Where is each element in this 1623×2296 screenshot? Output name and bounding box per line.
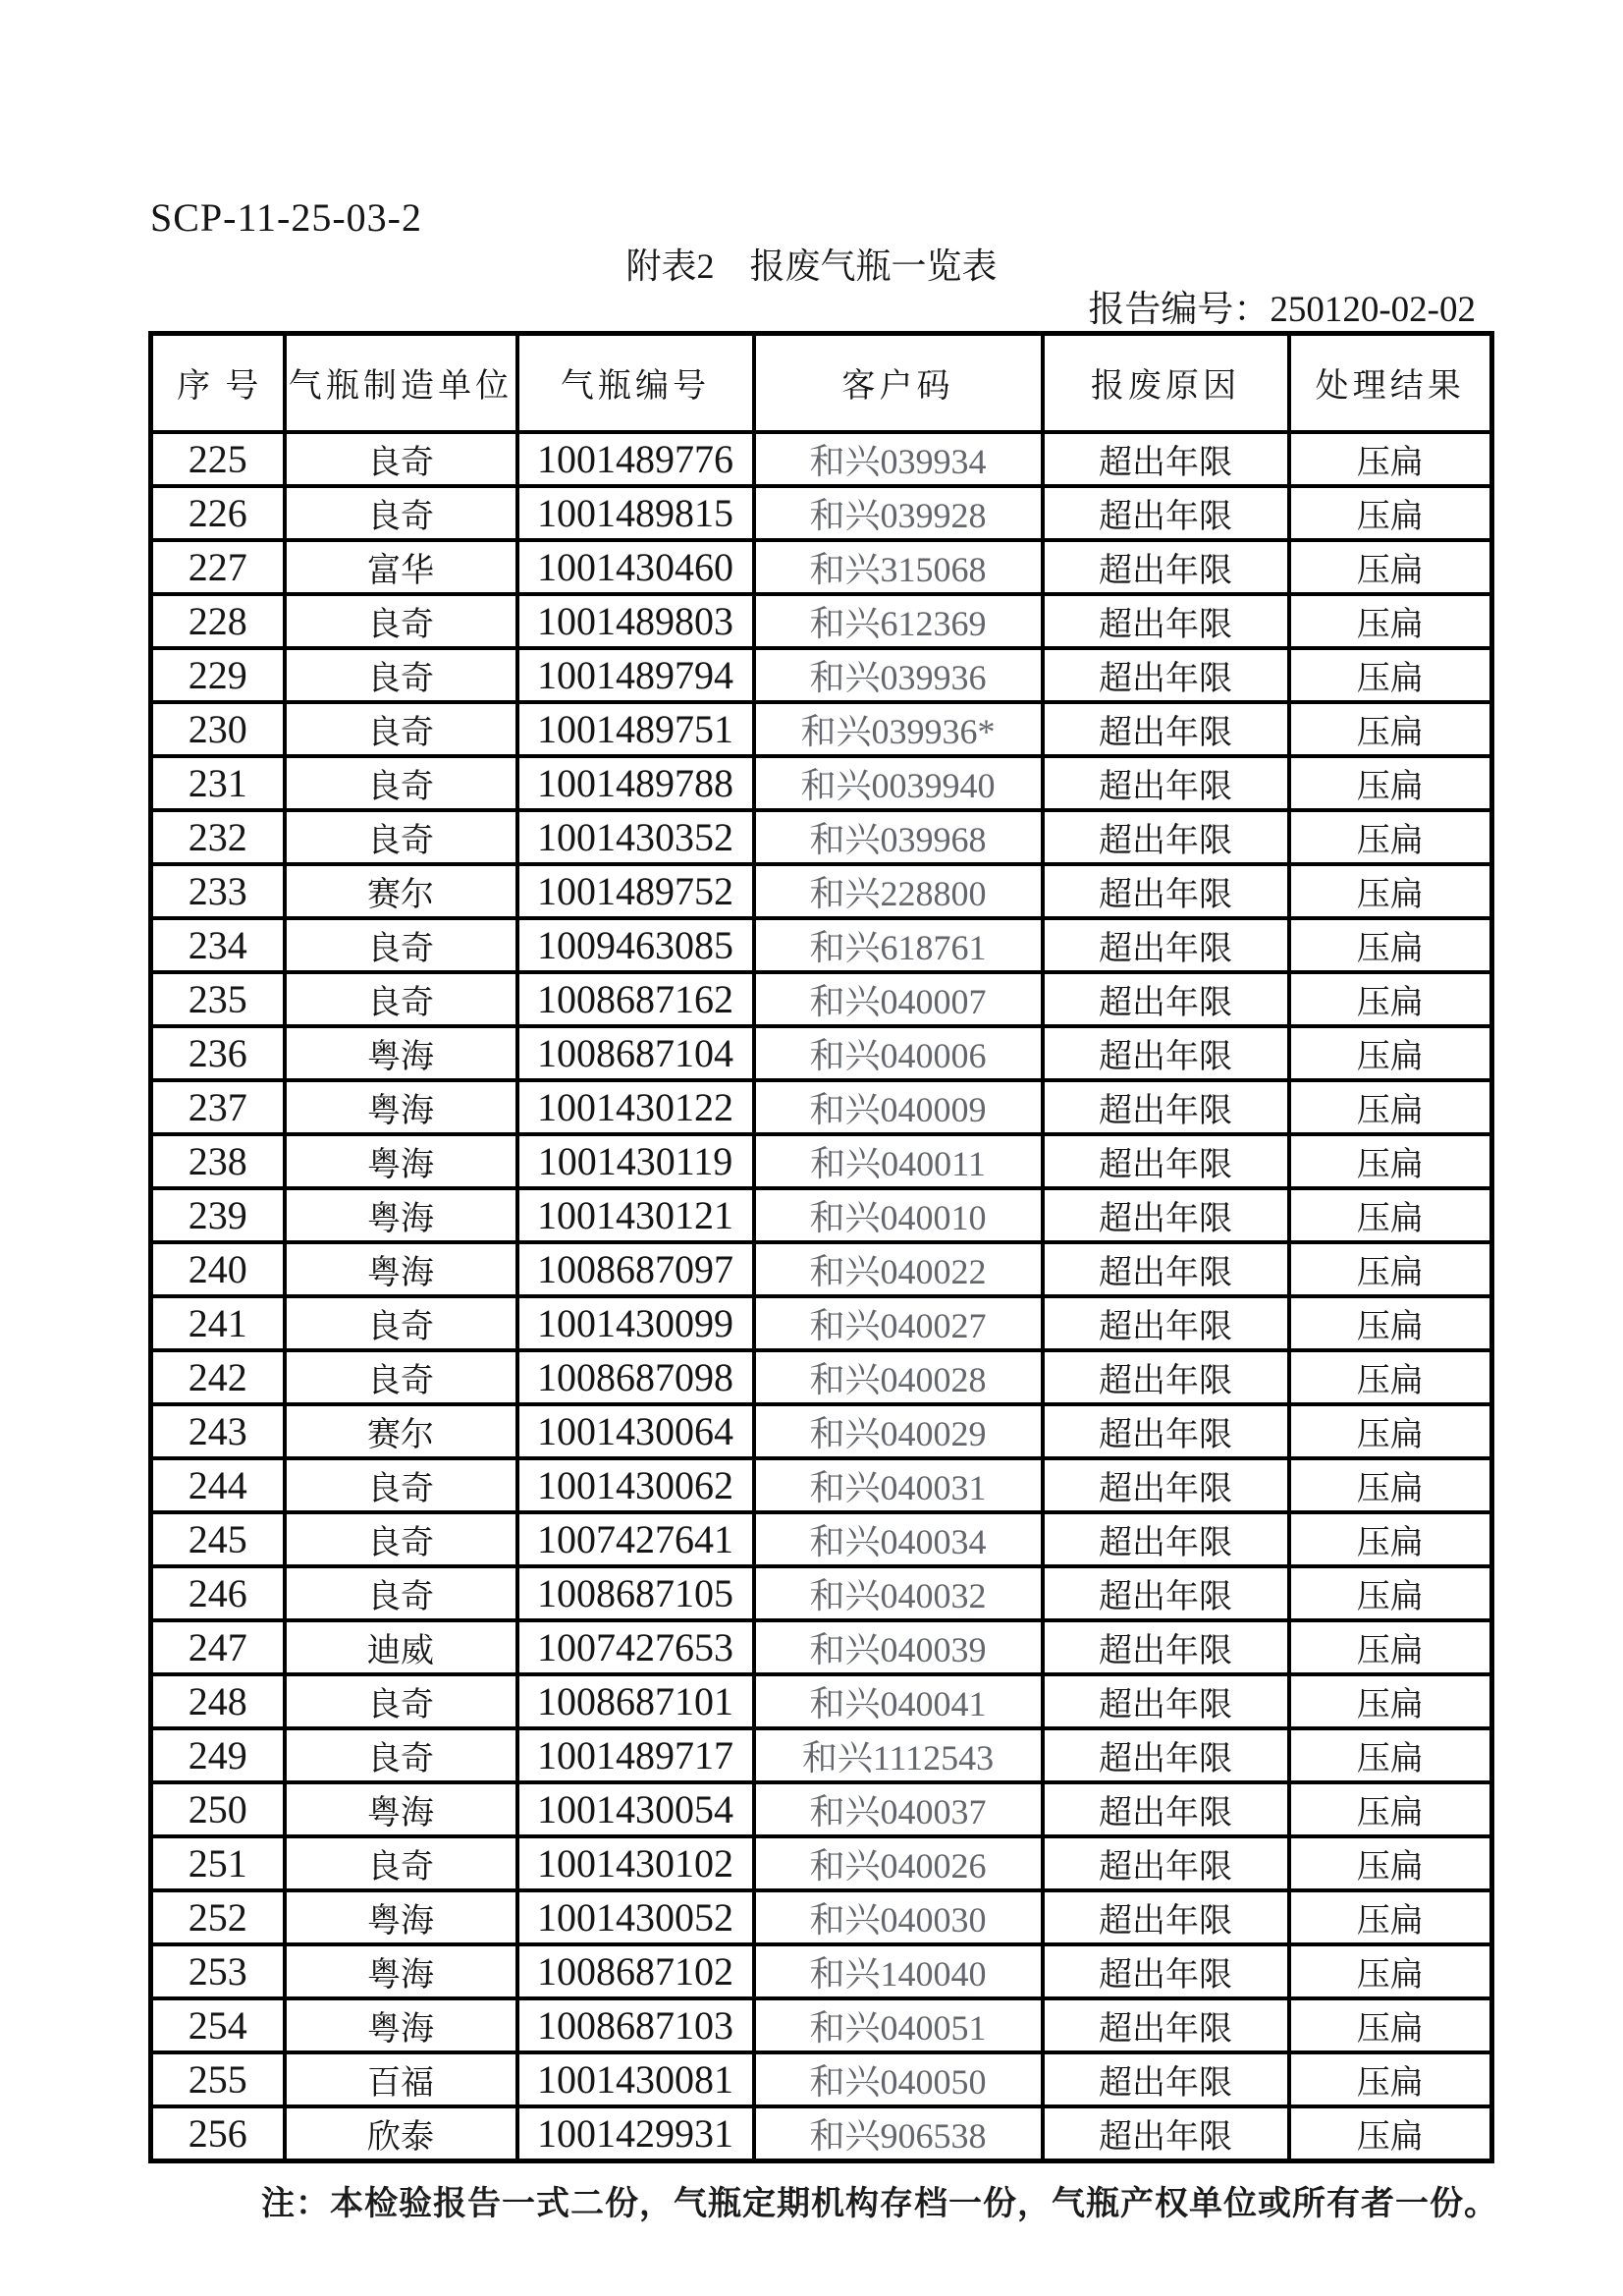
cylinder-no-cell: 1008687162 — [517, 972, 754, 1026]
serial-cell: 239 — [151, 1188, 285, 1242]
customer-code-cell: 和兴1112543 — [754, 1728, 1043, 1782]
cylinder-no-cell: 1001489751 — [517, 702, 754, 756]
serial-cell: 240 — [151, 1242, 285, 1296]
manufacturer-cell: 良奇 — [285, 702, 517, 756]
table-row — [151, 1458, 1492, 1512]
cylinder-no-cell: 1001430099 — [517, 1296, 754, 1350]
cylinder-no-cell: 1007427653 — [517, 1620, 754, 1674]
manufacturer-cell: 良奇 — [285, 594, 517, 648]
serial-cell: 245 — [151, 1512, 285, 1566]
manufacturer-cell: 粤海 — [285, 1242, 517, 1296]
serial-cell: 252 — [151, 1890, 285, 1944]
table-row — [151, 486, 1492, 540]
serial-cell: 251 — [151, 1836, 285, 1890]
customer-code-cell: 和兴228800 — [754, 864, 1043, 918]
serial-cell: 248 — [151, 1674, 285, 1728]
cylinder-no-cell: 1007427641 — [517, 1512, 754, 1566]
manufacturer-cell: 良奇 — [285, 1458, 517, 1512]
manufacturer-cell: 百福 — [285, 2052, 517, 2106]
scrap-reason-cell: 超出年限 — [1043, 702, 1289, 756]
cylinder-no-cell: 1001430081 — [517, 2052, 754, 2106]
disposal-result-cell: 压扁 — [1289, 594, 1492, 648]
disposal-result-cell: 压扁 — [1289, 1836, 1492, 1890]
manufacturer-cell: 粤海 — [285, 1134, 517, 1188]
cylinder-no-cell: 1001430062 — [517, 1458, 754, 1512]
table-row — [151, 1944, 1492, 1998]
manufacturer-cell: 良奇 — [285, 1728, 517, 1782]
serial-cell: 241 — [151, 1296, 285, 1350]
scrap-reason-cell: 超出年限 — [1043, 1296, 1289, 1350]
manufacturer-cell: 赛尔 — [285, 864, 517, 918]
customer-code-cell: 和兴040026 — [754, 1836, 1043, 1890]
disposal-result-cell: 压扁 — [1289, 1728, 1492, 1782]
customer-code-cell: 和兴315068 — [754, 540, 1043, 594]
column-header-manufacturer: 气瓶制造单位 — [285, 334, 517, 432]
table-row — [151, 1512, 1492, 1566]
customer-code-cell: 和兴040050 — [754, 2052, 1043, 2106]
document-code: SCP-11-25-03-2 — [150, 195, 422, 240]
customer-code-cell: 和兴040022 — [754, 1242, 1043, 1296]
customer-code-cell: 和兴612369 — [754, 594, 1043, 648]
table-row — [151, 972, 1492, 1026]
customer-code-cell: 和兴040041 — [754, 1674, 1043, 1728]
disposal-result-cell: 压扁 — [1289, 1080, 1492, 1134]
customer-code-cell: 和兴040031 — [754, 1458, 1043, 1512]
scrap-reason-cell: 超出年限 — [1043, 1134, 1289, 1188]
cylinder-no-cell: 1009463085 — [517, 918, 754, 972]
serial-cell: 238 — [151, 1134, 285, 1188]
disposal-result-cell: 压扁 — [1289, 702, 1492, 756]
disposal-result-cell: 压扁 — [1289, 1512, 1492, 1566]
disposal-result-cell: 压扁 — [1289, 540, 1492, 594]
scrap-reason-cell: 超出年限 — [1043, 1836, 1289, 1890]
disposal-result-cell: 压扁 — [1289, 1134, 1492, 1188]
table-row — [151, 1026, 1492, 1080]
scrap-reason-cell: 超出年限 — [1043, 1890, 1289, 1944]
scrap-reason-cell: 超出年限 — [1043, 810, 1289, 864]
serial-cell: 226 — [151, 486, 285, 540]
scrap-reason-cell: 超出年限 — [1043, 1026, 1289, 1080]
cylinder-no-cell: 1008687102 — [517, 1944, 754, 1998]
scrap-reason-cell: 超出年限 — [1043, 1674, 1289, 1728]
serial-cell: 233 — [151, 864, 285, 918]
column-header-disposal-result: 处理结果 — [1289, 334, 1492, 432]
page-title: 附表2 报废气瓶一览表 — [625, 246, 998, 286]
table-header-row — [151, 334, 1492, 432]
customer-code-cell: 和兴040051 — [754, 1998, 1043, 2052]
disposal-result-cell: 压扁 — [1289, 918, 1492, 972]
customer-code-cell: 和兴040037 — [754, 1782, 1043, 1836]
table-row — [151, 756, 1492, 810]
disposal-result-cell: 压扁 — [1289, 1890, 1492, 1944]
customer-code-cell: 和兴0039940 — [754, 756, 1043, 810]
scrap-reason-cell: 超出年限 — [1043, 1512, 1289, 1566]
customer-code-cell: 和兴040029 — [754, 1404, 1043, 1458]
serial-cell: 231 — [151, 756, 285, 810]
disposal-result-cell: 压扁 — [1289, 1620, 1492, 1674]
manufacturer-cell: 良奇 — [285, 1566, 517, 1620]
manufacturer-cell: 良奇 — [285, 432, 517, 486]
manufacturer-cell: 良奇 — [285, 1296, 517, 1350]
cylinder-no-cell: 1001430352 — [517, 810, 754, 864]
manufacturer-cell: 良奇 — [285, 648, 517, 702]
table-row — [151, 1836, 1492, 1890]
cylinder-no-cell: 1001430460 — [517, 540, 754, 594]
cylinder-no-cell: 1001430119 — [517, 1134, 754, 1188]
scrap-reason-cell: 超出年限 — [1043, 918, 1289, 972]
scrap-reason-cell: 超出年限 — [1043, 1566, 1289, 1620]
manufacturer-cell: 粤海 — [285, 1188, 517, 1242]
scrap-reason-cell: 超出年限 — [1043, 594, 1289, 648]
serial-cell: 235 — [151, 972, 285, 1026]
scrap-reason-cell: 超出年限 — [1043, 1242, 1289, 1296]
disposal-result-cell: 压扁 — [1289, 810, 1492, 864]
cylinder-no-cell: 1008687101 — [517, 1674, 754, 1728]
scrap-reason-cell: 超出年限 — [1043, 432, 1289, 486]
scrap-reason-cell: 超出年限 — [1043, 1080, 1289, 1134]
report-number-label: 报告编号： — [1088, 290, 1271, 330]
table-row — [151, 1296, 1492, 1350]
manufacturer-cell: 良奇 — [285, 1674, 517, 1728]
cylinder-no-cell: 1001489788 — [517, 756, 754, 810]
serial-cell: 230 — [151, 702, 285, 756]
table-row — [151, 1080, 1492, 1134]
cylinder-no-cell: 1001430122 — [517, 1080, 754, 1134]
customer-code-cell: 和兴040011 — [754, 1134, 1043, 1188]
scrap-reason-cell: 超出年限 — [1043, 1350, 1289, 1404]
table-row — [151, 594, 1492, 648]
serial-cell: 227 — [151, 540, 285, 594]
scrap-reason-cell: 超出年限 — [1043, 864, 1289, 918]
customer-code-cell: 和兴040039 — [754, 1620, 1043, 1674]
table-row — [151, 2106, 1492, 2161]
column-header-customer-code: 客户码 — [754, 334, 1043, 432]
disposal-result-cell: 压扁 — [1289, 1188, 1492, 1242]
serial-cell: 243 — [151, 1404, 285, 1458]
table-row — [151, 918, 1492, 972]
customer-code-cell: 和兴618761 — [754, 918, 1043, 972]
cylinder-no-cell: 1008687105 — [517, 1566, 754, 1620]
table-row — [151, 1890, 1492, 1944]
scrap-reason-cell: 超出年限 — [1043, 648, 1289, 702]
table-row — [151, 864, 1492, 918]
scrap-reason-cell: 超出年限 — [1043, 1728, 1289, 1782]
table-row — [151, 702, 1492, 756]
cylinder-no-cell: 1001430054 — [517, 1782, 754, 1836]
cylinder-no-cell: 1008687103 — [517, 1998, 754, 2052]
footer-note: 注：本检验报告一式二份，气瓶定期机构存档一份，气瓶产权单位或所有者一份。 — [261, 2185, 1498, 2222]
serial-cell: 250 — [151, 1782, 285, 1836]
table-row — [151, 1134, 1492, 1188]
manufacturer-cell: 欣泰 — [285, 2106, 517, 2161]
table-row — [151, 1782, 1492, 1836]
manufacturer-cell: 良奇 — [285, 810, 517, 864]
scrap-reason-cell: 超出年限 — [1043, 1458, 1289, 1512]
disposal-result-cell: 压扁 — [1289, 1458, 1492, 1512]
customer-code-cell: 和兴040030 — [754, 1890, 1043, 1944]
serial-cell: 237 — [151, 1080, 285, 1134]
disposal-result-cell: 压扁 — [1289, 1242, 1492, 1296]
customer-code-cell: 和兴040027 — [754, 1296, 1043, 1350]
serial-cell: 249 — [151, 1728, 285, 1782]
serial-cell: 236 — [151, 1026, 285, 1080]
serial-cell: 255 — [151, 2052, 285, 2106]
serial-cell: 246 — [151, 1566, 285, 1620]
customer-code-cell: 和兴040010 — [754, 1188, 1043, 1242]
cylinder-no-cell: 1001489752 — [517, 864, 754, 918]
disposal-result-cell: 压扁 — [1289, 756, 1492, 810]
disposal-result-cell: 压扁 — [1289, 2106, 1492, 2161]
table-body — [151, 432, 1492, 2161]
manufacturer-cell: 粤海 — [285, 1782, 517, 1836]
manufacturer-cell: 粤海 — [285, 1026, 517, 1080]
scrap-reason-cell: 超出年限 — [1043, 540, 1289, 594]
cylinder-no-cell: 1001430052 — [517, 1890, 754, 1944]
table-row — [151, 540, 1492, 594]
report-number-value: 250120-02-02 — [1270, 290, 1476, 330]
disposal-result-cell: 压扁 — [1289, 1350, 1492, 1404]
serial-cell: 256 — [151, 2106, 285, 2161]
column-header-cylinder-no: 气瓶编号 — [517, 334, 754, 432]
disposal-result-cell: 压扁 — [1289, 1566, 1492, 1620]
manufacturer-cell: 粤海 — [285, 1080, 517, 1134]
disposal-result-cell: 压扁 — [1289, 1782, 1492, 1836]
manufacturer-cell: 迪威 — [285, 1620, 517, 1674]
table-row — [151, 432, 1492, 486]
serial-cell: 225 — [151, 432, 285, 486]
serial-cell: 247 — [151, 1620, 285, 1674]
table-row — [151, 2052, 1492, 2106]
scrap-reason-cell: 超出年限 — [1043, 1404, 1289, 1458]
manufacturer-cell: 粤海 — [285, 1998, 517, 2052]
disposal-result-cell: 压扁 — [1289, 1026, 1492, 1080]
customer-code-cell: 和兴040007 — [754, 972, 1043, 1026]
scrap-reason-cell: 超出年限 — [1043, 756, 1289, 810]
serial-cell: 228 — [151, 594, 285, 648]
customer-code-cell: 和兴906538 — [754, 2106, 1043, 2161]
scrap-reason-cell: 超出年限 — [1043, 972, 1289, 1026]
cylinder-no-cell: 1008687097 — [517, 1242, 754, 1296]
table-row — [151, 1674, 1492, 1728]
customer-code-cell: 和兴040009 — [754, 1080, 1043, 1134]
manufacturer-cell: 粤海 — [285, 1890, 517, 1944]
manufacturer-cell: 良奇 — [285, 918, 517, 972]
serial-cell: 232 — [151, 810, 285, 864]
manufacturer-cell: 良奇 — [285, 1512, 517, 1566]
disposal-result-cell: 压扁 — [1289, 486, 1492, 540]
disposal-result-cell: 压扁 — [1289, 1404, 1492, 1458]
serial-cell: 253 — [151, 1944, 285, 1998]
disposal-result-cell: 压扁 — [1289, 864, 1492, 918]
manufacturer-cell: 富华 — [285, 540, 517, 594]
cylinder-no-cell: 1001489717 — [517, 1728, 754, 1782]
manufacturer-cell: 粤海 — [285, 1944, 517, 1998]
customer-code-cell: 和兴040028 — [754, 1350, 1043, 1404]
disposal-result-cell: 压扁 — [1289, 2052, 1492, 2106]
cylinder-no-cell: 1001430064 — [517, 1404, 754, 1458]
manufacturer-cell: 良奇 — [285, 756, 517, 810]
cylinder-no-cell: 1001489776 — [517, 432, 754, 486]
manufacturer-cell: 赛尔 — [285, 1404, 517, 1458]
serial-cell: 242 — [151, 1350, 285, 1404]
disposal-result-cell: 压扁 — [1289, 1296, 1492, 1350]
table-row — [151, 1728, 1492, 1782]
table-row — [151, 810, 1492, 864]
table-row — [151, 1620, 1492, 1674]
scrap-reason-cell: 超出年限 — [1043, 486, 1289, 540]
manufacturer-cell: 良奇 — [285, 1836, 517, 1890]
disposal-result-cell: 压扁 — [1289, 1674, 1492, 1728]
table-row — [151, 1998, 1492, 2052]
customer-code-cell: 和兴039934 — [754, 432, 1043, 486]
serial-cell: 234 — [151, 918, 285, 972]
cylinder-no-cell: 1008687104 — [517, 1026, 754, 1080]
customer-code-cell: 和兴140040 — [754, 1944, 1043, 1998]
serial-cell: 254 — [151, 1998, 285, 2052]
serial-cell: 244 — [151, 1458, 285, 1512]
cylinder-no-cell: 1001429931 — [517, 2106, 754, 2161]
cylinder-no-cell: 1008687098 — [517, 1350, 754, 1404]
cylinder-no-cell: 1001489794 — [517, 648, 754, 702]
report-number-line — [1088, 279, 1476, 332]
scrap-reason-cell: 超出年限 — [1043, 1944, 1289, 1998]
disposal-result-cell: 压扁 — [1289, 432, 1492, 486]
disposal-result-cell: 压扁 — [1289, 972, 1492, 1026]
table-row — [151, 1350, 1492, 1404]
scrap-reason-cell: 超出年限 — [1043, 1998, 1289, 2052]
table-row — [151, 648, 1492, 702]
manufacturer-cell: 良奇 — [285, 972, 517, 1026]
manufacturer-cell: 良奇 — [285, 1350, 517, 1404]
column-header-scrap-reason: 报废原因 — [1043, 334, 1289, 432]
table-row — [151, 1188, 1492, 1242]
cylinder-no-cell: 1001430102 — [517, 1836, 754, 1890]
customer-code-cell: 和兴039936* — [754, 702, 1043, 756]
table-row — [151, 1404, 1492, 1458]
cylinder-no-cell: 1001489815 — [517, 486, 754, 540]
scrapped-cylinder-table — [148, 331, 1494, 2163]
scrap-reason-cell: 超出年限 — [1043, 2052, 1289, 2106]
table-row — [151, 1242, 1492, 1296]
customer-code-cell: 和兴040032 — [754, 1566, 1043, 1620]
disposal-result-cell: 压扁 — [1289, 648, 1492, 702]
scrap-reason-cell: 超出年限 — [1043, 1620, 1289, 1674]
scrap-reason-cell: 超出年限 — [1043, 1188, 1289, 1242]
manufacturer-cell: 良奇 — [285, 486, 517, 540]
customer-code-cell: 和兴039968 — [754, 810, 1043, 864]
disposal-result-cell: 压扁 — [1289, 1944, 1492, 1998]
column-header-serial: 序号 — [151, 334, 285, 432]
disposal-result-cell: 压扁 — [1289, 1998, 1492, 2052]
scrap-reason-cell: 超出年限 — [1043, 2106, 1289, 2161]
customer-code-cell: 和兴039936 — [754, 648, 1043, 702]
customer-code-cell: 和兴040006 — [754, 1026, 1043, 1080]
customer-code-cell: 和兴040034 — [754, 1512, 1043, 1566]
scrap-reason-cell: 超出年限 — [1043, 1782, 1289, 1836]
cylinder-no-cell: 1001489803 — [517, 594, 754, 648]
table-row — [151, 1566, 1492, 1620]
cylinder-no-cell: 1001430121 — [517, 1188, 754, 1242]
serial-cell: 229 — [151, 648, 285, 702]
customer-code-cell: 和兴039928 — [754, 486, 1043, 540]
